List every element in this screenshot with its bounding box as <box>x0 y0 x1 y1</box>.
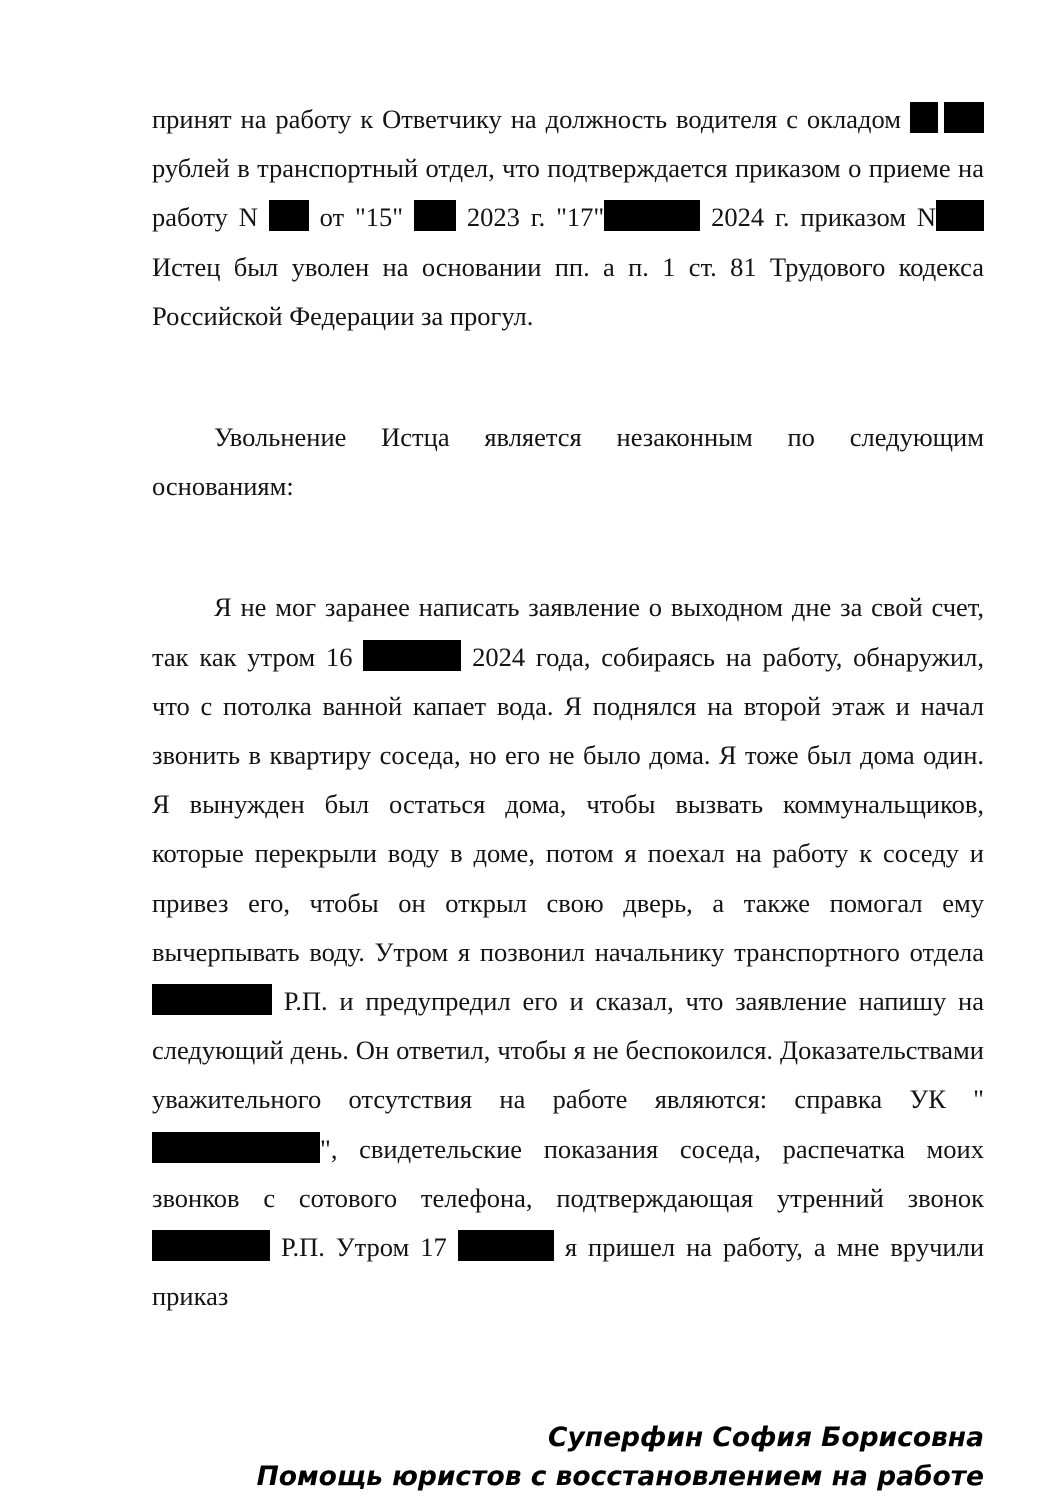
text-segment: 2023 г. "17" <box>455 202 605 233</box>
paragraph-grounds: Увольнение Истца является незаконным по следующим основаниям: <box>152 422 984 502</box>
redaction-box <box>604 200 700 231</box>
redaction-box <box>152 984 272 1015</box>
redaction-box <box>152 1132 320 1163</box>
text-segment: я пришел на работу, а мне вручили приказ <box>152 1232 984 1312</box>
text-segment: принят на работу к Ответчику на должность водителя с окладом <box>152 104 910 134</box>
text-segment: Р.П. Утром 17 <box>270 1232 458 1263</box>
redaction-box <box>944 102 984 133</box>
text-segment: Истец был уволен на основании пп. а п. 1 ст. 81 Трудового кодекса Российской Федерации за прогул. <box>152 251 984 331</box>
text-segment: Р.П. и предупредил его и сказал, что заявление напишу на следующий день. Он ответил, чтобы я не беспокоился. Доказательствами уважительного отсутствия на работе являются: справка УК " <box>152 986 984 1115</box>
redaction-box <box>269 200 309 231</box>
redaction-box <box>458 1230 554 1261</box>
text-segment: 2024 года, собираясь на работу, обнаружил, что с потолка ванной капает вода. Я поднялся на второй этаж и начал звонить в квартиру соседа, но его не было дома. Я тоже был дома один. Я вынужден был остаться дома, чтобы вызвать коммунальщиков, которые перекрыли воду в доме, потом я поехал на работу к соседу и привез его, чтобы он открыл свою дверь, а также помогал ему вычерпывать воду. Утром я позвонил начальнику транспортного отдела <box>152 641 984 967</box>
signature-name: Суперфин София Борисовна <box>548 1422 984 1453</box>
redaction-box <box>152 1230 270 1261</box>
text-segment: от "15" <box>308 202 414 233</box>
text-segment: Я не мог заранее написать заявление о выходном дне за свой счет, так как утром 16 <box>152 592 984 672</box>
signature-block <box>257 1418 984 1496</box>
redaction-box <box>414 200 456 231</box>
document-body <box>152 95 984 1321</box>
text-segment: ", свидетельские показания соседа, распечатка моих звонков с сотового телефона, подтверждающая утренний звонок <box>152 1133 984 1213</box>
redaction-box <box>910 102 938 133</box>
redaction-box <box>936 200 984 231</box>
text-segment: рублей в транспортный отдел, что подтверждается приказом о приеме на работу N <box>152 153 984 233</box>
redaction-box <box>363 640 461 671</box>
paragraph-explanation <box>152 583 984 1321</box>
signature-tagline: Помощь юристов с восстановлением на работе <box>256 1461 984 1492</box>
paragraph-employment <box>152 95 984 341</box>
text-segment: 2024 г. приказом N <box>700 202 937 233</box>
